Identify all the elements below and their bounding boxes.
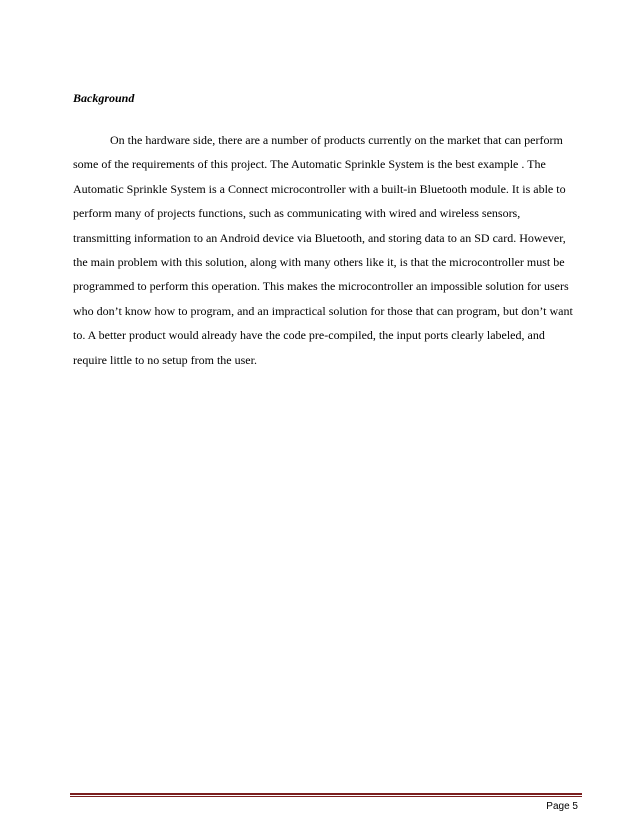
- paragraph-line: require little to no setup from the user.: [73, 352, 257, 367]
- paragraph-line: some of the requirements of this project. The Automatic Sprinkle System is the best example . The: [73, 157, 546, 172]
- section-heading: Background: [73, 91, 135, 105]
- footer-divider: [70, 793, 582, 797]
- paragraph-line: Automatic Sprinkle System is a Connect microcontroller with a built-in Bluetooth module. It is able to: [73, 181, 566, 196]
- paragraph-line: the main problem with this solution, along with many others like it, is that the microcontroller must be: [73, 255, 565, 270]
- page-number: Page 5: [546, 801, 578, 812]
- body-paragraph: [73, 128, 573, 372]
- paragraph-line: to. A better product would already have the code pre-compiled, the input ports clearly labeled, and: [73, 328, 545, 343]
- paragraph-line: On the hardware side, there are a number of products currently on the market that can perform: [110, 133, 563, 147]
- paragraph-line: programmed to perform this operation. This makes the microcontroller an impossible solution for users: [73, 279, 569, 294]
- paragraph-line: transmitting information to an Android device via Bluetooth, and storing data to an SD card. However,: [73, 230, 566, 245]
- paragraph-line: perform many of projects functions, such as communicating with wired and wireless sensors,: [73, 206, 521, 221]
- footer-divider-thick: [70, 793, 582, 795]
- footer-divider-thin: [70, 796, 582, 797]
- paragraph-line: who don’t know how to program, and an impractical solution for those that can program, but don’t want: [73, 303, 573, 318]
